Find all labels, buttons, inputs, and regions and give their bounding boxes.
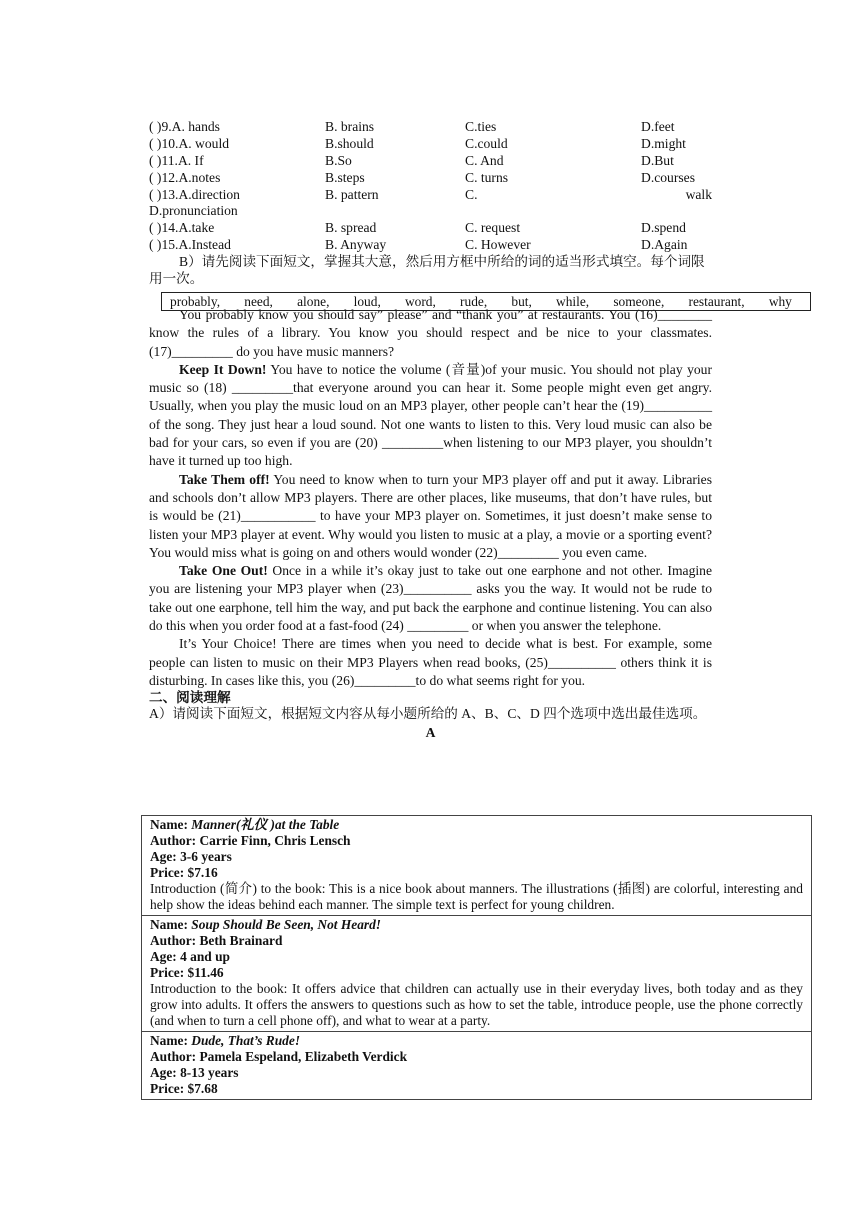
book-age: Age: 8-13 years [150, 1065, 239, 1080]
word-box-item: why [768, 293, 792, 309]
option-b: B. brains [325, 119, 375, 134]
option-c: C. And [465, 153, 504, 168]
option-number: ( )14.A.take [149, 220, 215, 235]
option-row [149, 135, 712, 152]
option-b: B.steps [325, 170, 365, 185]
option-d: D.feet [641, 119, 675, 134]
heading-take-them-off: Take Them off! [179, 471, 270, 487]
book-age: Age: 3-6 years [150, 849, 232, 864]
book-title: Soup Should Be Seen, Not Heard! [191, 917, 382, 932]
book-cell [142, 1032, 812, 1100]
book-name-line [150, 817, 803, 833]
section-2-title: 二、阅读理解 [149, 690, 231, 706]
passage-paragraph-5: It’s Your Choice! There are times when you need to decide what is best. For example, some people can listen to music on their MP3 Players when read books, (25)__________ others think it is disturbing. In cases like this, you (26)_________to do what seems right for you. [149, 636, 712, 688]
word-box-item: need, [244, 293, 273, 309]
option-row [149, 169, 712, 186]
option-b: B. Anyway [325, 237, 387, 252]
book-author: Author: Carrie Finn, Chris Lensch [150, 833, 351, 848]
document-body [149, 118, 712, 741]
word-box-item: word, [404, 293, 436, 309]
heading-keep-it-down: Keep It Down! [179, 361, 267, 377]
book-price: Price: $11.46 [150, 965, 224, 980]
book-row [142, 916, 812, 1032]
word-box [161, 292, 811, 311]
option-number: ( )11.A. If [149, 153, 204, 168]
word-box-item: probably, [170, 293, 221, 309]
option-c: C.could [465, 136, 508, 151]
book-name-label: Name: [150, 817, 192, 832]
option-row [149, 236, 712, 253]
paragraph-2-text: You have to notice the volume (音量)of your music. You should not play your music so (18) _________that everyone around you can hear it. Some people might even get angry. Usually, when you play the music loud on an MP3 player, other people can’t hear the (19)__________ of the song. They just hear a loud sound. Not one wants to listen to this. Very loud music can also be bad for your cars, so even if you are (20) _________when listening to our MP3 player, you shouldn’t have it turned up too high. [149, 361, 713, 469]
option-row [149, 118, 712, 135]
book-name-label: Name: [150, 917, 192, 932]
word-box-item: restaurant, [688, 293, 745, 309]
option-d: D.might [641, 136, 686, 151]
word-box-item: but, [511, 293, 532, 309]
book-name-line [150, 917, 803, 933]
book-row [142, 1032, 812, 1100]
book-introduction: Introduction to the book: It offers advice that children can actually use in their everyday lives, both today and as they grow into adults. It offers the answers to questions such as how to set the table, introduce people, use the phone correctly (and when to turn a cell phone off), and what to wear at a party. [150, 981, 803, 1028]
option-d: D.Again [641, 237, 688, 252]
section-2-letter: A [425, 725, 436, 741]
option-b: B.should [325, 136, 374, 151]
section-2-instruction: A）请阅读下面短文，根据短文内容从每小题所给的 A、B、C、D 四个选项中选出最佳选项。 [149, 706, 707, 722]
passage-paragraph-3 [149, 471, 712, 562]
book-title: Manner(礼仪 )at the Table [191, 817, 340, 832]
option-number: ( )9.A. hands [149, 119, 220, 134]
passage-paragraph-1: You probably know you should say” please” and “thank you” at restaurants. You (16)________ know the rules of a library. You know you should respect and be nice to your classmates. (17)_________ do you have music manners? [149, 307, 712, 359]
word-box-item: loud, [353, 293, 381, 309]
word-box-item: someone, [613, 293, 665, 309]
book-cell [142, 816, 812, 916]
paragraph-4-text: Once in a while it’s okay just to take out one earphone and not other. Imagine you are listening your MP3 player when (23)__________ asks you the way. It would not be rude to take out one earphone, tell him the way, and put back the earphone and continue listening. You can also do this when you order food at a fast-food (24) _________ or when you answer the telephone. [149, 563, 712, 634]
passage-paragraph-2 [149, 361, 712, 471]
book-cell [142, 916, 812, 1032]
heading-take-one-out: Take One Out! [179, 563, 268, 579]
book-author: Author: Beth Brainard [150, 933, 283, 948]
option-c: C. turns [465, 170, 509, 185]
books-table [141, 815, 812, 1100]
book-price: Price: $7.16 [150, 865, 218, 880]
book-price: Price: $7.68 [150, 1081, 218, 1096]
option-b: B.So [325, 153, 352, 168]
book-name-label: Name: [150, 1033, 192, 1048]
book-age: Age: 4 and up [150, 949, 230, 964]
option-number: ( )12.A.notes [149, 170, 221, 185]
word-box-item: rude, [460, 293, 488, 309]
option-b: B. spread [325, 220, 377, 235]
option-c: C.ties [465, 119, 497, 134]
passage-paragraph-4 [149, 562, 712, 635]
option-c: C. request [465, 220, 521, 235]
option-number: ( )10.A. would [149, 136, 230, 151]
book-row [142, 816, 812, 916]
book-name-line [150, 1033, 803, 1049]
part-b-instruction: B）请先阅读下面短文，掌握其大意，然后用方框中所给的词的适当形式填空。每个词限用一次。 [149, 254, 705, 286]
option-row [149, 152, 712, 169]
word-box-item: alone, [297, 293, 330, 309]
option-number: ( )15.A.Instead [149, 237, 231, 252]
option-b: B. pattern [325, 187, 379, 202]
passage [149, 306, 712, 690]
options-list-2 [149, 219, 712, 253]
option-d: walk [685, 187, 712, 202]
book-title: Dude, That’s Rude! [191, 1033, 301, 1048]
book-introduction: Introduction (简介) to the book: This is a nice book about manners. The illustrations (插图) are colorful, interesting and help show the ideas behind each manner. The simple text is perfect for young children. [150, 881, 803, 912]
option-d: D.courses [641, 170, 695, 185]
option-d: D.spend [641, 220, 686, 235]
options-list [149, 118, 712, 203]
word-box-item: while, [556, 293, 590, 309]
option-row [149, 186, 712, 203]
option-c: C. However [465, 237, 531, 252]
option-row [149, 219, 712, 236]
option-13-wrap: D.pronunciation [149, 203, 238, 218]
book-author: Author: Pamela Espeland, Elizabeth Verdick [150, 1049, 408, 1064]
option-number: ( )13.A.direction [149, 187, 240, 202]
option-c: C. [465, 187, 478, 202]
paragraph-3-text: You need to know when to turn your MP3 player off and put it away. Libraries and schools don’t allow MP3 players. There are other places, like museums, that don’t have rules, but is would be (21)___________ to have your MP3 player on. Sometimes, it just doesn’t make sense to listen your MP3 player at event. Why would you listen to music at a play, a movie or a sporting event? You would miss what is going on and others would wonder (22)_________ you even came. [149, 471, 712, 560]
option-d: D.But [641, 153, 674, 168]
